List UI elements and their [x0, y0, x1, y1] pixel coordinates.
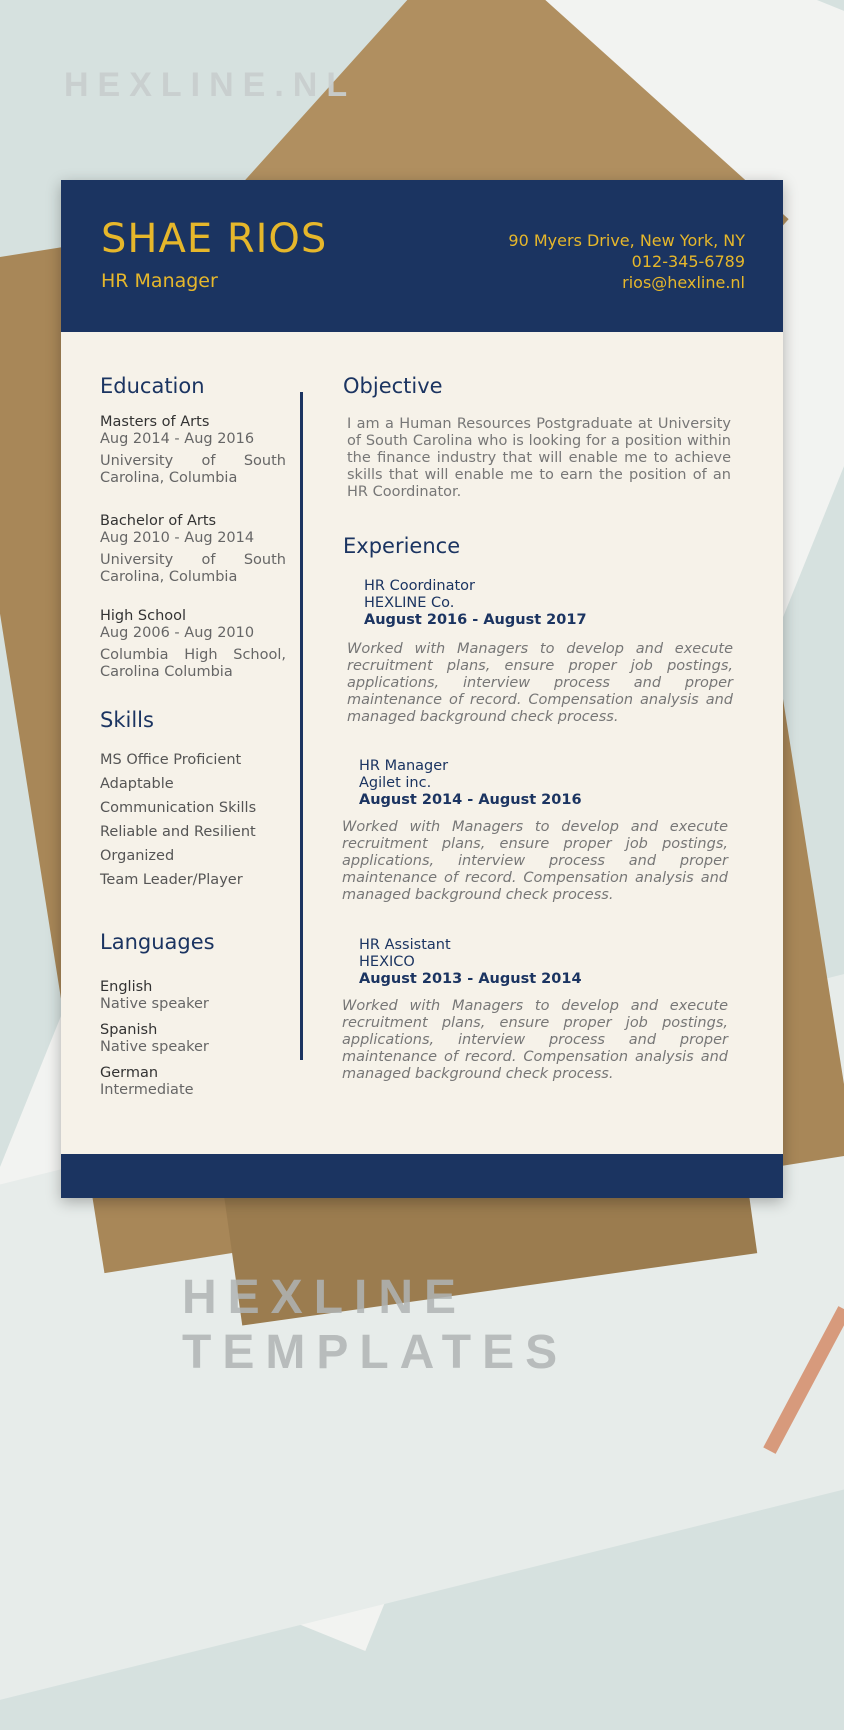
experience-heading: Experience: [343, 534, 461, 558]
language-level: Intermediate: [100, 1082, 194, 1098]
skill-item: Organized: [100, 848, 175, 864]
education-school: University of South Carolina, Columbia: [100, 552, 286, 585]
job-company: HEXLINE Co.: [364, 595, 455, 611]
education-degree: Masters of Arts: [100, 414, 210, 430]
candidate-name: SHAE RIOS: [101, 216, 328, 262]
resume-sheet: [61, 180, 783, 1198]
job-dates: August 2016 - August 2017: [364, 612, 587, 628]
candidate-role: HR Manager: [101, 270, 218, 292]
language-level: Native speaker: [100, 1039, 209, 1055]
contact-email: rios@hexline.nl: [622, 273, 745, 292]
language-entry: [100, 1022, 300, 1056]
education-heading: Education: [100, 374, 205, 398]
skill-item: MS Office Proficient: [100, 752, 242, 768]
skill-item: Communication Skills: [100, 800, 257, 816]
language-level: Native speaker: [100, 996, 209, 1012]
languages-heading: Languages: [100, 930, 215, 954]
job-header: [359, 758, 582, 809]
skill-item: Reliable and Resilient: [100, 824, 256, 840]
contact-phone: 012-345-6789: [631, 252, 745, 271]
education-entry: [100, 513, 286, 586]
objective-text: I am a Human Resources Postgraduate at University of South Carolina who is looking for a position within the finance industry that will enable me to achieve skills that will enable me to earn the position of an HR Coordinator.: [347, 416, 731, 500]
job-description: Worked with Managers to develop and execute recruitment plans, ensure proper job postings, applications, interview process and proper maintenance of record. Compensation analysis and managed background check process.: [347, 641, 733, 725]
language-name: English: [100, 979, 153, 995]
job-title: HR Coordinator: [364, 578, 475, 594]
education-dates: Aug 2006 - Aug 2010: [100, 625, 255, 641]
language-entry: [100, 979, 300, 1013]
job-dates: August 2014 - August 2016: [359, 792, 582, 808]
skills-heading: Skills: [100, 708, 154, 732]
education-entry: [100, 608, 286, 681]
education-degree: Bachelor of Arts: [100, 513, 217, 529]
watermark-bottom: HEXLINE TEMPLATES: [182, 1271, 569, 1379]
education-degree: High School: [100, 608, 187, 624]
job-company: HEXICO: [359, 954, 415, 970]
skills-list: [100, 752, 300, 896]
job-header: [364, 578, 587, 629]
education-dates: Aug 2010 - Aug 2014: [100, 530, 255, 546]
resume-footer-bar: [61, 1154, 783, 1198]
education-school: Columbia High School, Carolina Columbia: [100, 647, 286, 680]
objective-heading: Objective: [343, 374, 443, 398]
job-description: Worked with Managers to develop and execute recruitment plans, ensure proper job postings, applications, interview process and proper maintenance of record. Compensation analysis and managed background check process.: [342, 819, 728, 903]
contact-address: 90 Myers Drive, New York, NY: [508, 231, 745, 250]
resume-header: [61, 180, 783, 332]
education-entry: [100, 414, 286, 487]
contact-block: [508, 230, 745, 293]
job-description: Worked with Managers to develop and execute recruitment plans, ensure proper job postings, applications, interview process and proper maintenance of record. Compensation analysis and managed background check process.: [342, 998, 728, 1082]
education-dates: Aug 2014 - Aug 2016: [100, 431, 255, 447]
job-title: HR Assistant: [359, 937, 451, 953]
language-entry: [100, 1065, 300, 1099]
column-divider: [300, 392, 303, 1060]
language-name: German: [100, 1065, 159, 1081]
job-dates: August 2013 - August 2014: [359, 971, 582, 987]
job-company: Agilet inc.: [359, 775, 432, 791]
job-header: [359, 937, 582, 988]
job-title: HR Manager: [359, 758, 449, 774]
language-name: Spanish: [100, 1022, 158, 1038]
education-school: University of South Carolina, Columbia: [100, 453, 286, 486]
skill-item: Adaptable: [100, 776, 174, 792]
watermark-top: HEXLINE.NL: [64, 66, 357, 104]
skill-item: Team Leader/Player: [100, 872, 243, 888]
